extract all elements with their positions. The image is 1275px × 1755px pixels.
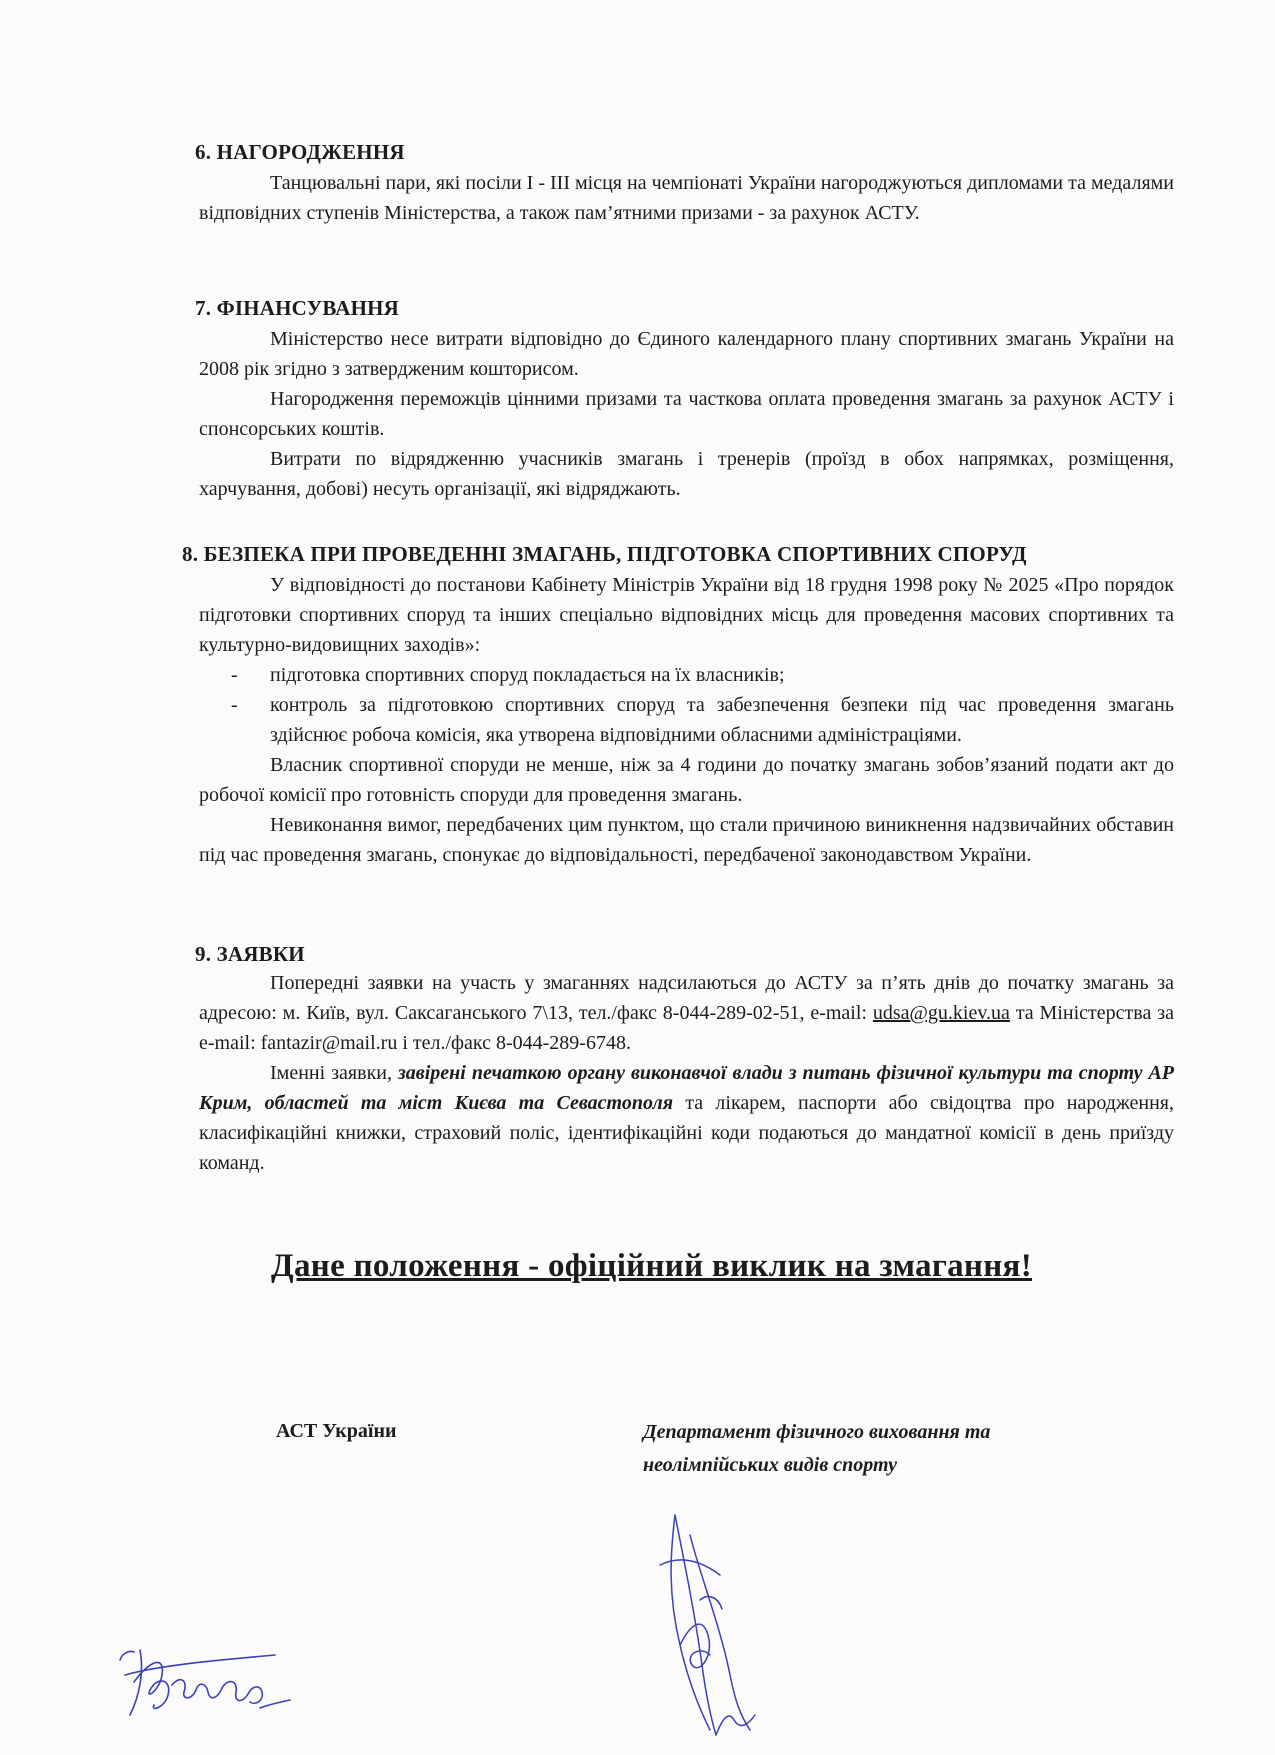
section-7-paragraph-3: Витрати по відрядженню учасників змагань і тренерів (проїзд в обох напрямках, розміщення, харчування, добові) несуть організації, які відряджають. (199, 448, 1174, 500)
email-link-udsa[interactable]: udsa@gu.kiev.ua (872, 1002, 1010, 1024)
section-8-bullet-2: контроль за підготовкою спортивних споруд та забезпечення безпеки під час проведення змагань здійснює робоча комісія, яка утворена відповідними обласними адміністраціями. (270, 694, 1174, 746)
handwritten-signature-left (110, 1630, 300, 1730)
section-9-paragraph-2-emphasis: завірені печаткою органу виконавчої влади з питань фізичної культури та спорту АР Крим, областей та міст Києва та Севастополя (199, 1062, 1174, 1114)
signatory-left: АСТ України (276, 1420, 397, 1442)
section-6-heading: 6. НАГОРОДЖЕННЯ (195, 140, 405, 164)
section-9-paragraph-1-end: та Міністерства за e-mail: fantazir@mail.ru і тел./факс 8-044-289-6748. (199, 1002, 1174, 1054)
signatory-right (643, 1416, 990, 1482)
section-9-paragraph-2 (199, 1058, 1174, 1178)
section-7-heading: 7. ФІНАНСУВАННЯ (195, 296, 400, 320)
section-9-paragraph-1-start: Попередні заявки на участь у змаганнях надсилаються до АСТУ за п’ять днів до початку змагань за адресою: м. Київ, вул. Саксаганського 7\13, тел./факс 8-044-289-02-51, e-mail: (199, 972, 1174, 1024)
bullet-dash-2: - (231, 694, 238, 716)
signatory-right-line-2: неолімпійських видів спорту (643, 1454, 897, 1476)
section-9-paragraph-2-end: та лікарем, паспорти або свідоцтва про народження, класифікаційні книжки, страховий поліс, ідентифікаційні коди подаються до мандатної комісії в день приїзду команд. (199, 1092, 1174, 1174)
signatory-right-line-1: Департамент фізичного виховання та (643, 1421, 991, 1443)
section-9-heading: 9. ЗАЯВКИ (195, 942, 305, 966)
section-6-paragraph-1: Танцювальні пари, які посіли І - ІІІ місця на чемпіонаті України нагороджуються дипломами та медалями відповідних ступенів Міністерства, а також пам’ятними призами - за рахунок АСТУ. (199, 172, 1174, 224)
bullet-dash-1: - (231, 664, 238, 686)
section-8-paragraph-2: Власник спортивної споруди не менше, ніж за 4 години до початку змагань зобов’язаний подати акт до робочої комісії про готовність споруди для проведення змагань. (199, 754, 1174, 806)
section-9-paragraph-1 (199, 968, 1174, 1058)
official-call-heading: Дане положення - офіційний виклик на змагання! (271, 1248, 1032, 1284)
section-9-paragraph-2-start: Іменні заявки, (270, 1062, 398, 1084)
section-8-paragraph-1: У відповідності до постанови Кабінету Міністрів України від 18 грудня 1998 року № 2025 «Про порядок підготовки спортивних споруд та інших спеціально відповідних місць для проведення масових спортивних та культурно-видовищних заходів»: (199, 574, 1174, 656)
section-8-bullet-1: підготовка спортивних споруд покладається на їх власників; (270, 664, 785, 686)
section-8-heading: 8. БЕЗПЕКА ПРИ ПРОВЕДЕННІ ЗМАГАНЬ, ПІДГОТОВКА СПОРТИВНИХ СПОРУД (182, 542, 1027, 566)
handwritten-signature-right (630, 1505, 800, 1745)
section-7-paragraph-2: Нагородження переможців цінними призами та часткова оплата проведення змагань за рахунок АСТУ і спонсорських коштів. (199, 388, 1174, 440)
section-7-paragraph-1: Міністерство несе витрати відповідно до Єдиного календарного плану спортивних змагань України на 2008 рік згідно з затвердженим кошторисом. (199, 328, 1174, 380)
section-8-paragraph-3: Невиконання вимог, передбачених цим пунктом, що стали причиною виникнення надзвичайних обставин під час проведення змагань, спонукає до відповідальності, передбаченої законодавством України. (199, 814, 1174, 866)
